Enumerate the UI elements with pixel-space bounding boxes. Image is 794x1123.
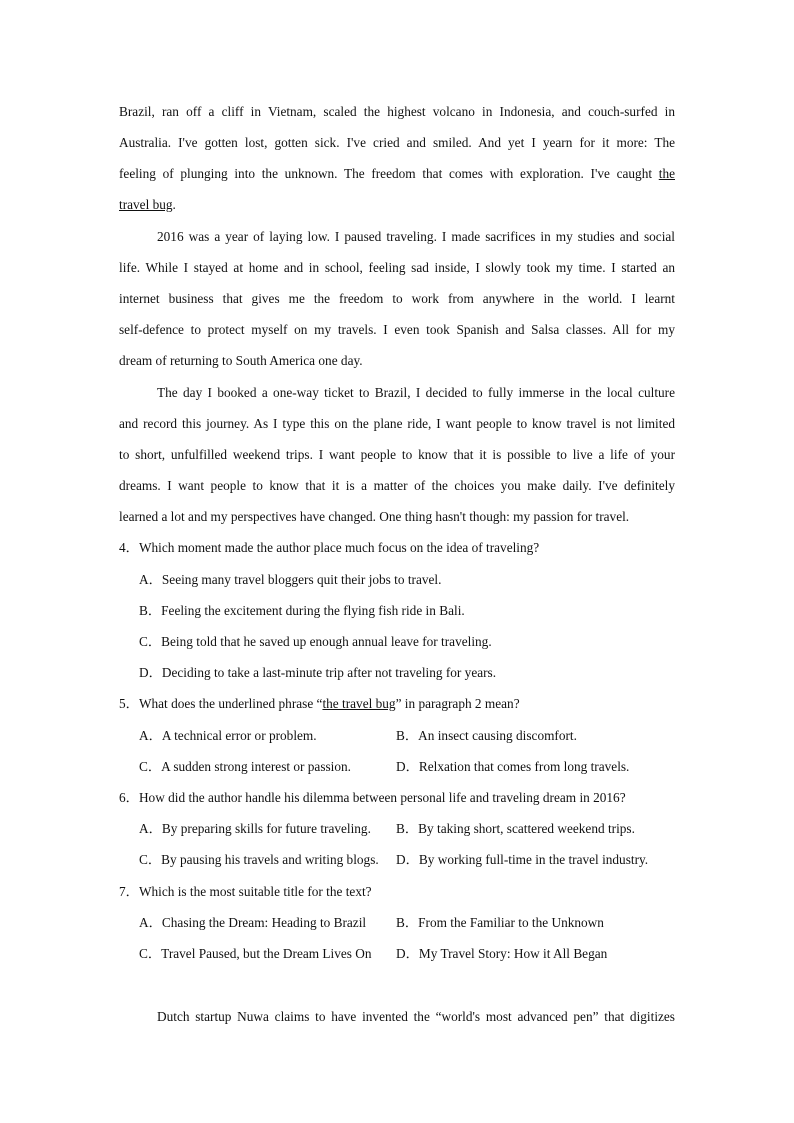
question-7-option-a: A．Chasing the Dream: Heading to Brazil <box>139 915 367 930</box>
passage-line: 2016 was a year of laying low. I paused traveling. I made sacrifices in my studies and social <box>157 229 675 244</box>
passage-line: self-defence to protect myself on my travels. I even took Spanish and Salsa classes. All for my <box>119 322 675 337</box>
question-6-option-a: A．By preparing skills for future traveling. <box>139 821 371 836</box>
question-7-option-c: C．Travel Paused, but the Dream Lives On <box>139 946 372 961</box>
passage-line: Australia. I've gotten lost, gotten sick. I've cried and smiled. And yet I yearn for it more: The <box>119 135 675 150</box>
passage-text: . <box>172 197 176 212</box>
question-5-option-c: C．A sudden strong interest or passion. <box>139 759 351 774</box>
question-7-stem: 7．Which is the most suitable title for the text? <box>119 884 372 899</box>
passage-line: and record this journey. As I type this on the plane ride, I want people to know travel is not limited <box>119 416 675 431</box>
passage-line: to short, unfulfilled weekend trips. I want people to know that it is possible to live a life of your <box>119 447 675 462</box>
question-5-option-b: B．An insect causing discomfort. <box>396 728 577 743</box>
question-6-stem: 6．How did the author handle his dilemma between personal life and traveling dream in 2016? <box>119 790 626 805</box>
passage-line: internet business that gives me the freedom to work from anywhere in the world. I learnt <box>119 291 675 306</box>
question-7-option-d: D．My Travel Story: How it All Began <box>396 946 608 961</box>
question-6-option-c: C．By pausing his travels and writing blogs. <box>139 852 379 867</box>
question-7-option-b: B．From the Familiar to the Unknown <box>396 915 604 930</box>
passage-line <box>119 197 675 213</box>
passage-text: feeling of plunging into the unknown. The freedom that comes with exploration. I've caught <box>119 166 659 181</box>
question-4-option-c: C．Being told that he saved up enough annual leave for traveling. <box>139 634 492 649</box>
question-5-stem-pre: 5．What does the underlined phrase “ <box>119 696 323 711</box>
question-4-option-d: D．Deciding to take a last-minute trip after not traveling for years. <box>139 665 497 680</box>
question-6-option-b: B．By taking short, scattered weekend trips. <box>396 821 635 836</box>
passage-line: learned a lot and my perspectives have changed. One thing hasn't though: my passion for travel. <box>119 509 630 524</box>
underlined-phrase: travel bug <box>119 197 173 212</box>
passage-line: dreams. I want people to know that it is a matter of the choices you make daily. I've definitely <box>119 478 675 493</box>
question-5-option-d: D．Relxation that comes from long travels. <box>396 759 630 774</box>
question-6-option-d: D．By working full-time in the travel industry. <box>396 852 649 867</box>
question-5-underlined-phrase: the travel bug <box>322 696 396 711</box>
passage-line: Brazil, ran off a cliff in Vietnam, scaled the highest volcano in Indonesia, and couch-surfed in <box>119 104 675 119</box>
question-4-option-b: B．Feeling the excitement during the flying fish ride in Bali. <box>139 603 465 618</box>
question-5-option-a: A．A technical error or problem. <box>139 728 317 743</box>
passage-line: dream of returning to South America one day. <box>119 353 363 368</box>
passage-line <box>119 166 675 182</box>
next-passage-first-line: Dutch startup Nuwa claims to have invented the “world's most advanced pen” that digitizes <box>157 1009 675 1024</box>
question-5-stem <box>119 696 675 712</box>
question-5-stem-post: ” in paragraph 2 mean? <box>395 696 520 711</box>
underlined-phrase: the <box>658 166 675 181</box>
passage-line: life. While I stayed at home and in school, feeling sad inside, I slowly took my time. I started an <box>119 260 675 275</box>
question-4-stem: 4．Which moment made the author place much focus on the idea of traveling? <box>119 540 540 555</box>
question-4-option-a: A．Seeing many travel bloggers quit their jobs to travel. <box>139 572 442 587</box>
passage-line: The day I booked a one-way ticket to Brazil, I decided to fully immerse in the local culture <box>157 385 675 400</box>
